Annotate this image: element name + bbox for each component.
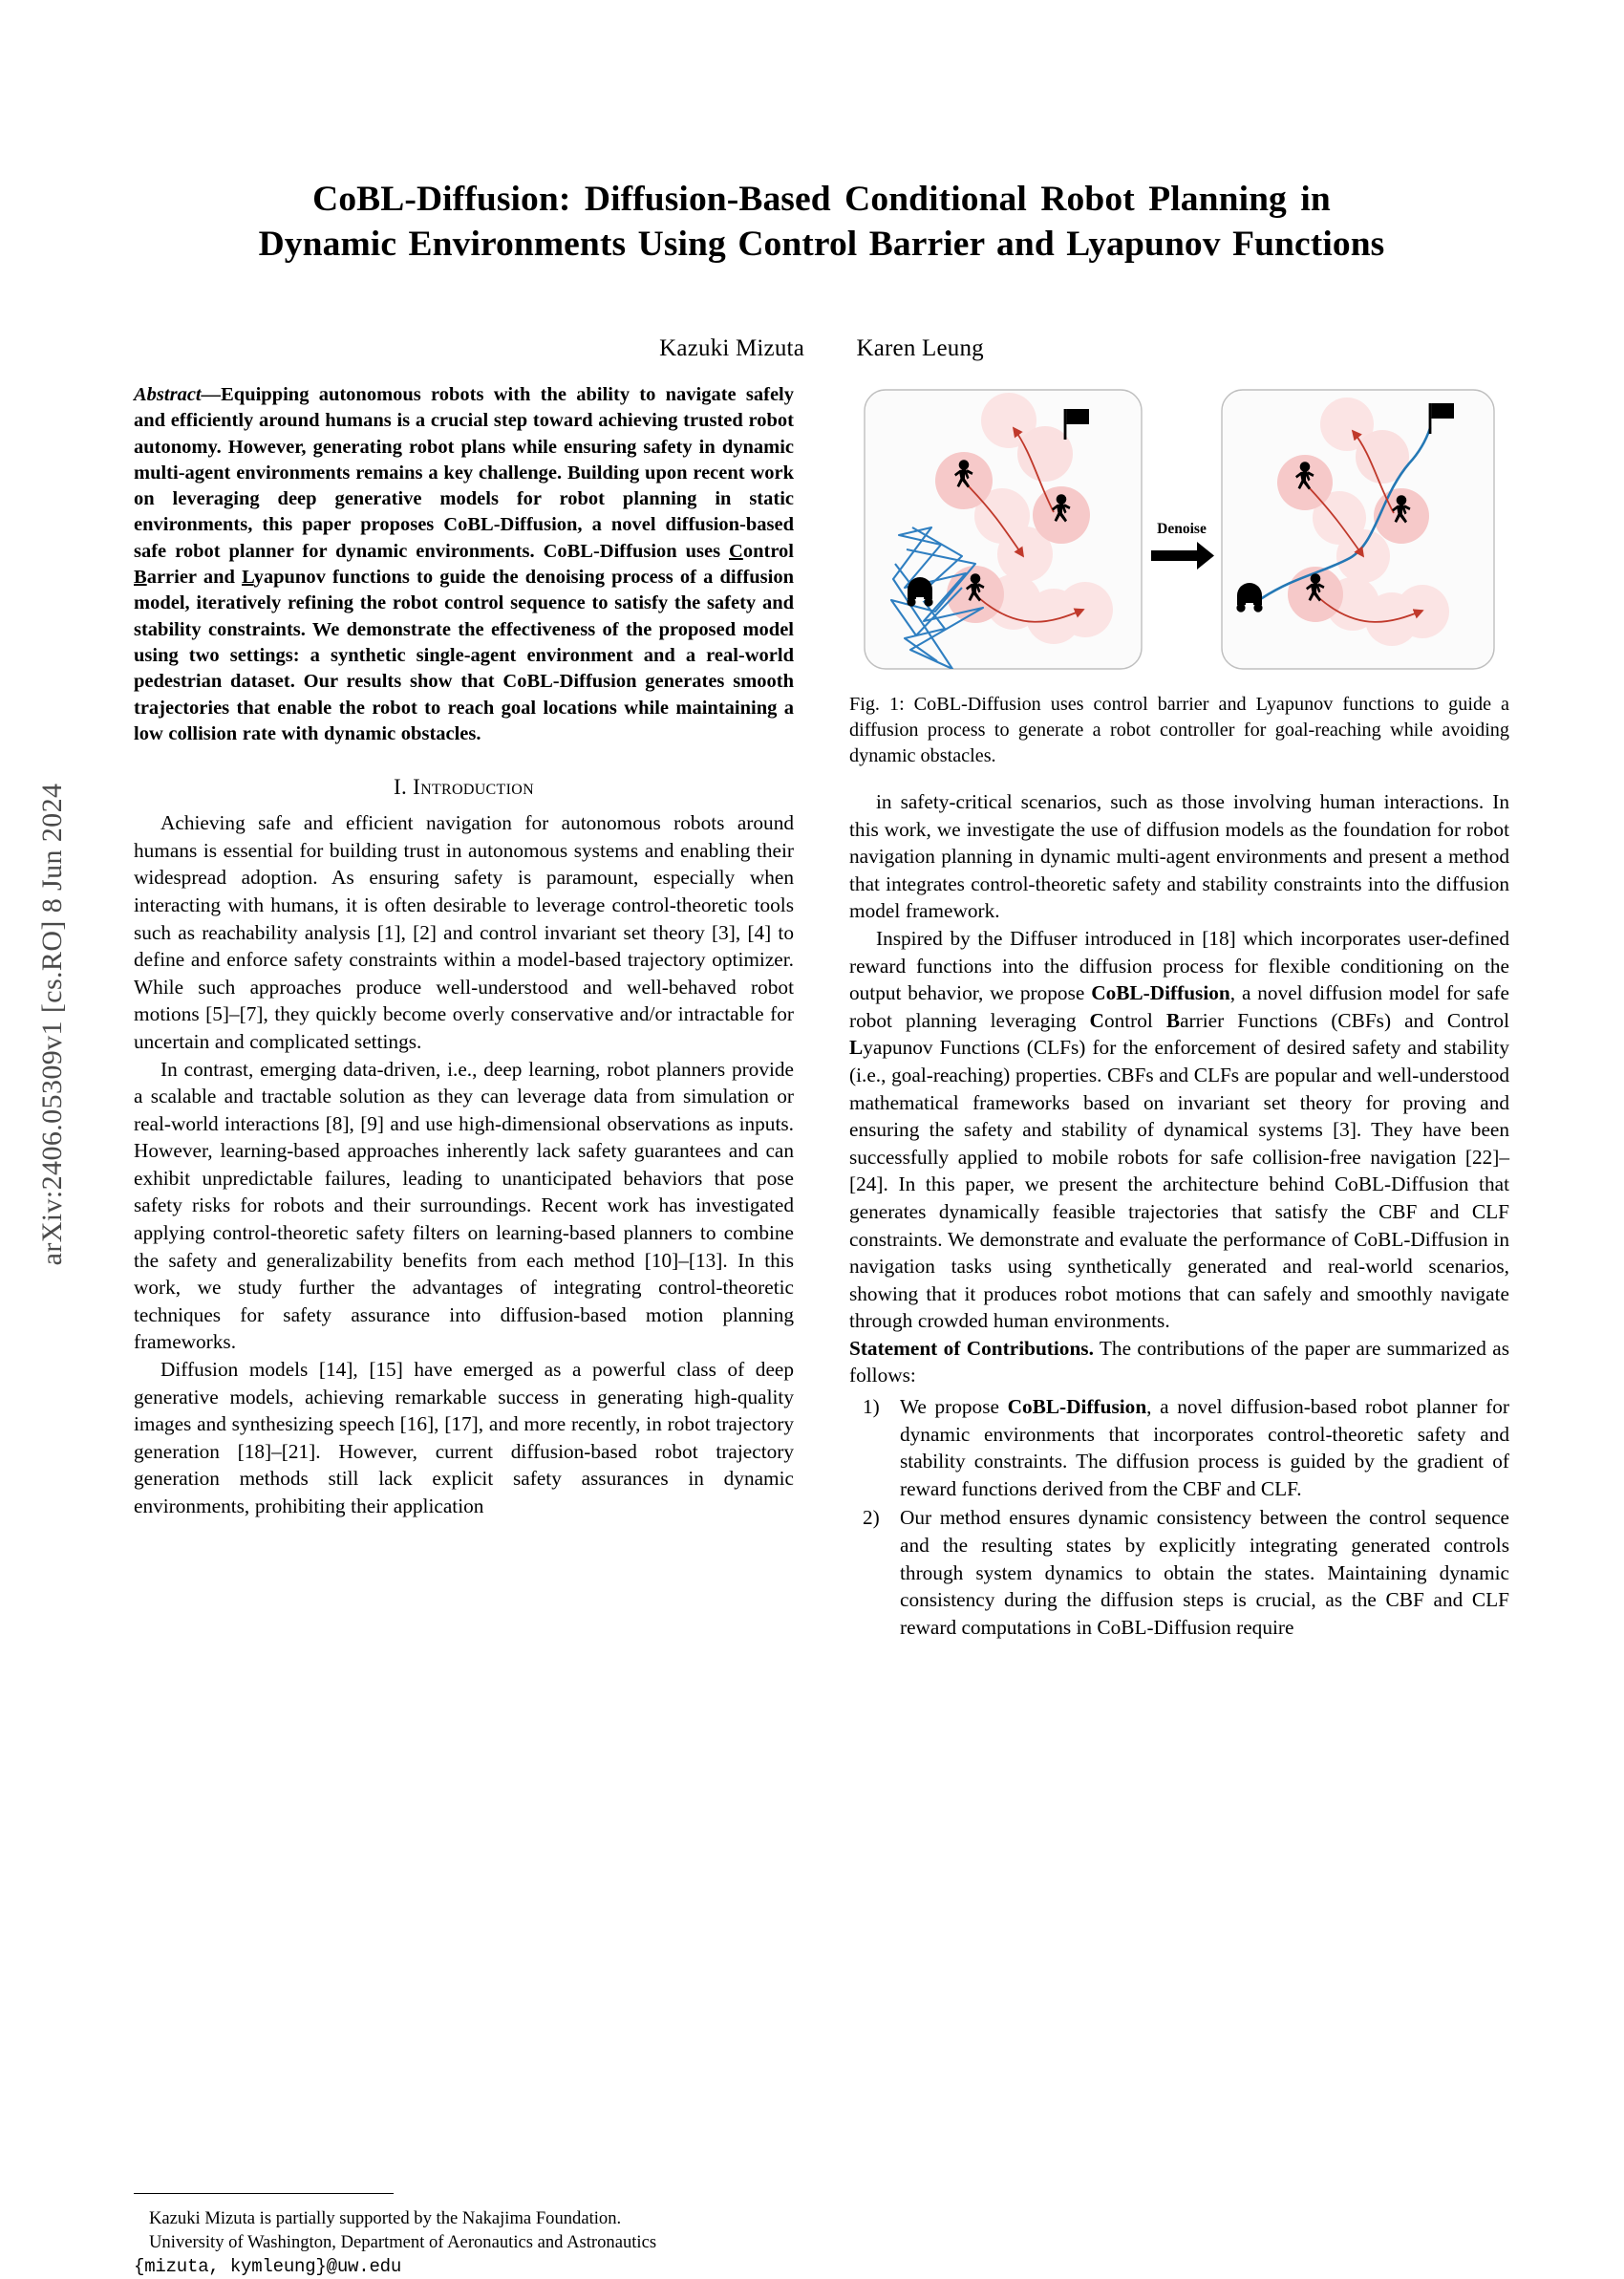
footnote-line-2: University of Washington, Department of Aeronautics and Astronautics: [149, 2232, 657, 2252]
contribution-1-post: , a novel diffusion-based robot planner for dynamic environments that incorporates control-theoretic safety and stability constraints. The diffusion process is guided by the gradient of reward functions derived from the CBF and CLF.: [900, 1395, 1509, 1500]
author-1: Kazuki Mizuta: [659, 335, 804, 361]
inspired-part-2: , a novel diffusion model for safe robot planning leveraging: [849, 981, 1509, 1032]
abstract-mid-1: ontrol: [742, 540, 794, 562]
figure-1: [849, 382, 1509, 678]
footnote-email: {mizuta, kymleung}@uw.edu: [134, 2256, 402, 2277]
inspired-part-1: Inspired by the Diffuser introduced in [18] which incorporates user-defined reward functions into the diffusion process for flexible conditioning on the output behavior, we propose: [849, 926, 1509, 1005]
intro-paragraph-3: Diffusion models [14], [15] have emerged as a powerful class of deep generative models, achieving remarkable success in generating high-quality images and synthesizing speech [16], [17], and more recently, in robot trajectory generation [18]–[21]. However, current diffusion-based robot trajectory generation methods still lack explicit safety assurances in dynamic environments, prohibiting their application: [134, 1358, 794, 1517]
bold-letter-l: L: [849, 1036, 864, 1060]
contribution-2-post: Our method ensures dynamic consistency between the control sequence and the resulting states by explicitly integrating generated controls through system dynamics to obtain the states. Maintaining dynamic consistency during the diffusion steps is crucial, as the CBF and CLF reward computations in CoBL-Diffusion require: [900, 1506, 1509, 1639]
title-line-1: CoBL-Diffusion: Diffusion-Based Conditional Robot Planning in: [312, 180, 1331, 219]
abstract-part-1: Equipping autonomous robots with the ability to navigate safely and efficiently around humans is a crucial step toward achieving trusted robot autonomy. However, generating robot plans while ensuring safety in dynamic multi-agent environments remains a key challenge. Building upon recent work on leveraging deep generative models for robot planning in static environments, this paper proposes CoBL-Diffusion, a novel diffusion-based safe robot planner for dynamic environments. CoBL-Diffusion uses: [134, 384, 794, 562]
title-block: [134, 0, 1509, 362]
two-column-body: [134, 382, 1510, 2277]
footnote-line-1: Kazuki Mizuta is partially supported by the Nakajima Foundation.: [149, 2208, 622, 2228]
abstract: [134, 382, 794, 747]
denoise-arrow-icon: [1151, 542, 1214, 570]
section-name: Introduction: [413, 775, 534, 800]
section-number: I.: [394, 775, 408, 800]
abstract-underline-b: B: [134, 567, 147, 589]
list-item: [849, 1393, 1509, 1502]
contributions-intro-bold: Statement of Contributions.: [849, 1336, 1094, 1360]
figure-1-graphic: [849, 382, 1509, 678]
list-item: [849, 1504, 1509, 1641]
inspired-part-3: yapunov Functions (CLFs) for the enforcement of desired safety and stability (i.e., goal-reaching) properties. CBFs and CLFs are popular and well-understood mathematical frameworks based on invariant set theory for proving and ensuring the safety and stability of dynamical systems [3]. They have been successfully applied to mobile robots for safe collision-free navigation [22]–[24]. In this paper, we present the architecture behind CoBL-Diffusion that generates dynamically feasible trajectories that satisfy the CBF and CLF constraints. We demonstrate and evaluate the performance of CoBL-Diffusion in navigation tasks using synthetically generated and real-world scenarios, showing that it produces robot motions that can safely and smoothly navigate through crowded human environments.: [849, 1036, 1509, 1333]
title-line-2: Dynamic Environments Using Control Barrier and Lyapunov Functions: [258, 225, 1385, 264]
denoise-arrow-group: [1151, 521, 1214, 570]
figure-1-caption: Fig. 1: CoBL-Diffusion uses control barrier and Lyapunov functions to guide a diffusion process to generate a robot controller for goal-reaching while avoiding dynamic obstacles.: [849, 694, 1509, 766]
author-2: Karen Leung: [856, 335, 984, 361]
abstract-underline-l: L: [242, 567, 254, 589]
cobl-bold-1: CoBL-Diffusion: [1091, 981, 1230, 1005]
abstract-part-2: yapunov functions to guide the denoising process of a diffusion model, iteratively refining the robot control sequence to satisfy the safety and stability constraints. We demonstrate the effectiveness of the proposed model using two settings: a synthetic single-agent environment and a real-world pedestrian dataset. Our results show that CoBL-Diffusion generates smooth trajectories that enable the robot to reach goal locations while maintaining a low collision rate with dynamic obstacles.: [134, 567, 794, 744]
intro-paragraph-1: Achieving safe and efficient navigation for autonomous robots around humans is essential for building trust in autonomous systems and enabling their widespread adoption. As ensuring safety is paramount, especially when interacting with humans, it is often desirable to leverage control-theoretic tools such as reachability analysis [1], [2] and control invariant set theory [3], [4] to define and enforce safety constraints within a model-based trajectory optimizer. While such approaches produce well-understood and well-behaved robot motions [5]–[7], they quickly become overly conservative and/or intractable for uncertain and complicated settings.: [134, 811, 794, 1053]
figure-right-panel: [1222, 390, 1494, 669]
intro-paragraph-2: In contrast, emerging data-driven, i.e., deep learning, robot planners provide a scalable and tractable solution as they can leverage data from simulation or real-world interactions [8], [9] and use high-dimensional observations as inputs. However, learning-based approaches inherently lack safety guarantees and can exhibit unpredictable failures, leading to unanticipated behaviors that pose safety risks for robots and their surroundings. Recent work has investigated applying control-theoretic safety filters on learning-based planners to combine the safety and generalizability benefits from each method [10]–[13]. In this work, we study further the advantages of integrating control-theoretic techniques for safety assurance into diffusion-based motion planning frameworks.: [134, 1057, 794, 1354]
right-column: [849, 382, 1509, 1641]
right-paragraph-1: in safety-critical scenarios, such as those involving human interactions. In this work, we investigate the use of diffusion models as the foundation for robot navigation planning in dynamic multi-agent environments and present a method that integrates control-theoretic safety and stability constraints into the diffusion model framework.: [849, 790, 1509, 923]
inspired-mid-2: arrier Functions (CBFs) and Control: [1180, 1008, 1509, 1032]
author-list: [134, 335, 1509, 362]
denoise-label: Denoise: [1157, 521, 1207, 537]
contribution-1-pre: We propose: [900, 1395, 1008, 1419]
footnote-block: [134, 2193, 794, 2279]
contributions-intro-text: The contributions of the paper are summarized as follows:: [849, 1336, 1510, 1387]
abstract-mid-2: arrier and: [146, 567, 243, 589]
contributions-intro: [849, 1335, 1509, 1389]
left-column: [134, 382, 794, 2277]
inspired-mid-1: ontrol: [1103, 1008, 1166, 1032]
figure-left-panel: [865, 390, 1142, 669]
bold-letter-c: C: [1089, 1008, 1104, 1032]
paper-page: [134, 0, 1510, 2277]
contribution-1-bold: CoBL-Diffusion: [1007, 1395, 1147, 1419]
contributions-list: [849, 1393, 1509, 1641]
inspired-paragraph: [849, 925, 1509, 1335]
bold-letter-b: B: [1165, 1008, 1181, 1032]
footnote-rule: [134, 2193, 394, 2194]
section-heading-introduction: [134, 775, 794, 800]
abstract-label: Abstract—: [134, 384, 222, 405]
abstract-underline-c: C: [729, 540, 743, 562]
page-title: [196, 177, 1447, 267]
arxiv-stamp: arXiv:2406.05309v1 [cs.RO] 8 Jun 2024: [36, 783, 68, 1266]
